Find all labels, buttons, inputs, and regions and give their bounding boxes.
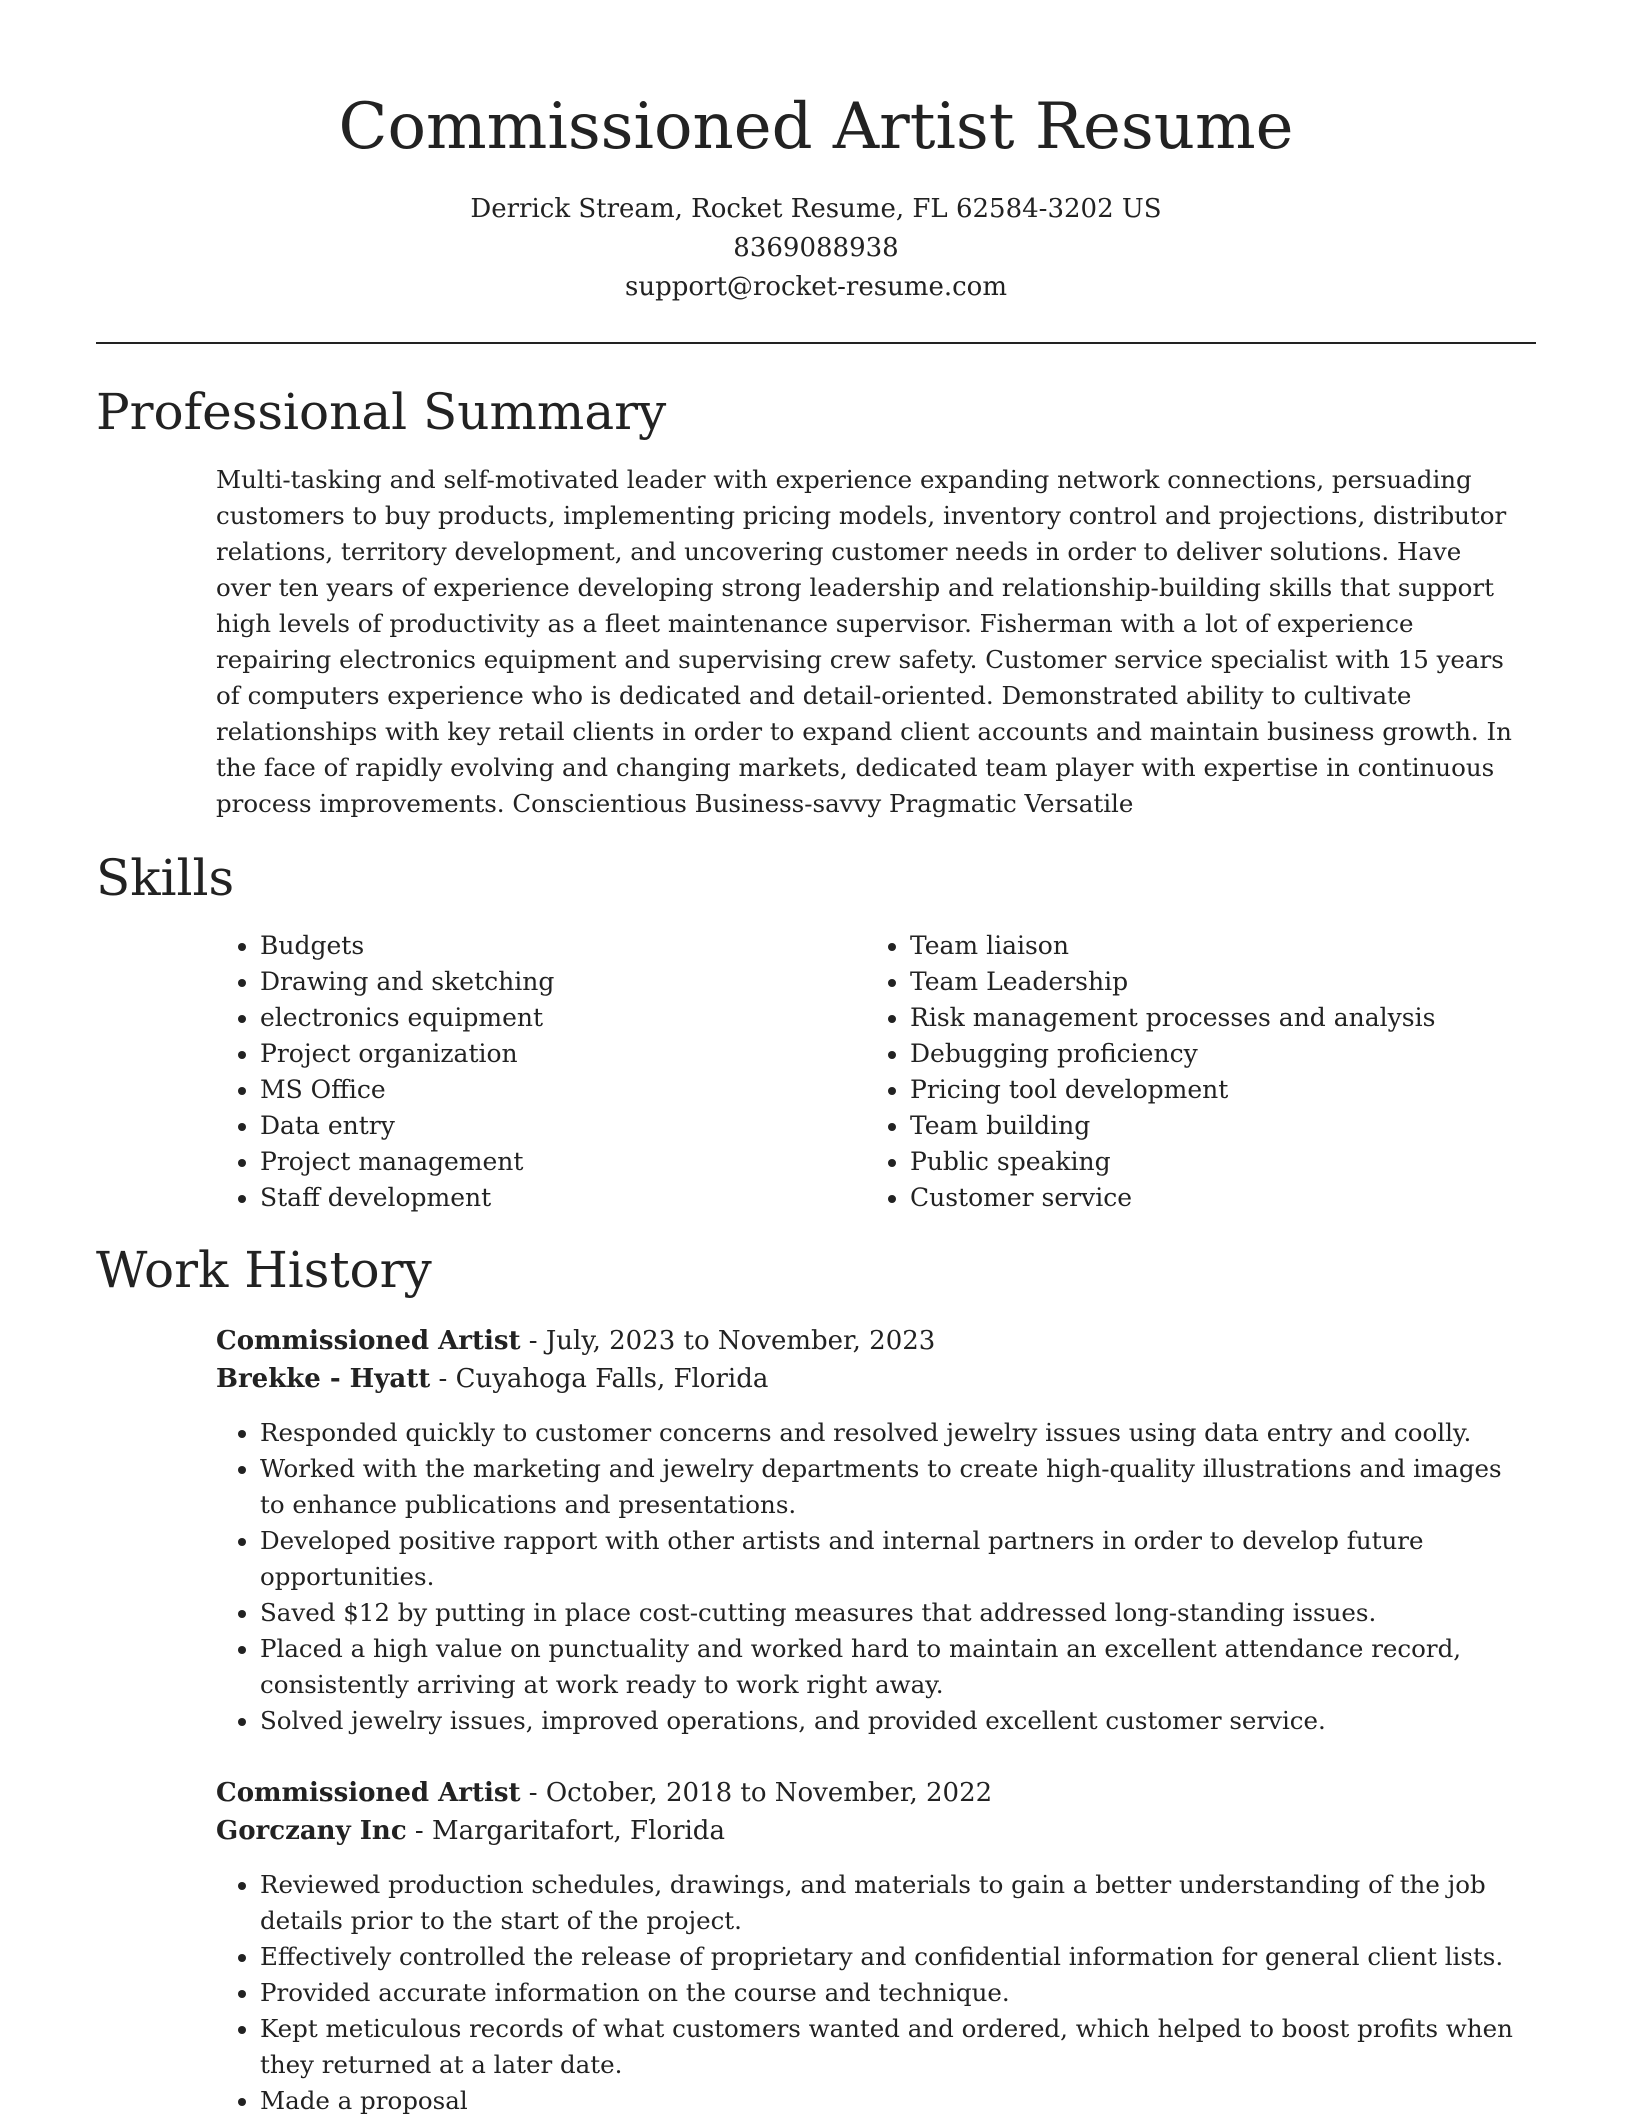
contact-address: Derrick Stream, Rocket Resume, FL 62584-3202 US — [470, 194, 1162, 224]
job-bullet: • Worked with the marketing and jewelry departments to create high-quality illustrations and images to enhance publications and presentations. — [260, 1451, 1516, 1523]
job-bullets — [216, 1415, 1516, 1739]
job-title-line — [216, 1774, 1516, 1812]
skills-column-left — [216, 928, 866, 1216]
job-bullet: • Reviewed production schedules, drawings, and materials to gain a better understanding of the job details prior to the start of the project. — [260, 1867, 1516, 1939]
job-bullet: • Placed a high value on punctuality and worked hard to maintain an excellent attendance record, consistently arriving at work ready to work right away. — [260, 1631, 1516, 1703]
job-company-line — [216, 1360, 1516, 1398]
summary-heading: Professional Summary — [96, 383, 667, 441]
job-location: Margaritafort, Florida — [431, 1816, 725, 1846]
skills-list — [216, 928, 1536, 1216]
job-company: Brekke - Hyatt — [216, 1364, 431, 1394]
work-history-heading: Work History — [96, 1241, 432, 1299]
separator: - — [520, 1778, 546, 1808]
job-bullet: • Provided accurate information on the course and technique. — [260, 1975, 1516, 2011]
contact-block — [0, 190, 1632, 307]
job-company: Gorczany Inc — [216, 1816, 407, 1846]
separator: - — [520, 1326, 546, 1356]
job-title: Commissioned Artist — [216, 1326, 521, 1356]
job-dates: July, 2023 to November, 2023 — [545, 1326, 936, 1356]
skill-item: • Project management — [260, 1144, 866, 1180]
job-title: Commissioned Artist — [216, 1778, 521, 1808]
skill-item: • Drawing and sketching — [260, 964, 866, 1000]
skill-item: • Data entry — [260, 1108, 866, 1144]
skill-item: • Project organization — [260, 1036, 866, 1072]
job-bullet: • Effectively controlled the release of proprietary and confidential information for general client lists. — [260, 1939, 1516, 1975]
skill-item: • Risk management processes and analysis — [910, 1000, 1516, 1036]
job-dates: October, 2018 to November, 2022 — [545, 1778, 993, 1808]
job-entry — [216, 1774, 1516, 2119]
skill-item: • Team Leadership — [910, 964, 1516, 1000]
job-bullets — [216, 1867, 1516, 2119]
separator: - — [430, 1364, 456, 1394]
skill-item: • Team liaison — [910, 928, 1516, 964]
job-bullet: • Made a proposal — [260, 2083, 1516, 2119]
skill-item: • Team building — [910, 1108, 1516, 1144]
skill-item: • Public speaking — [910, 1144, 1516, 1180]
skill-item: • Pricing tool development — [910, 1072, 1516, 1108]
skill-item: • Customer service — [910, 1180, 1516, 1216]
skill-item: • MS Office — [260, 1072, 866, 1108]
separator: - — [406, 1816, 432, 1846]
job-bullet: • Responded quickly to customer concerns and resolved jewelry issues using data entry and coolly. — [260, 1415, 1516, 1451]
header-divider — [96, 342, 1536, 344]
summary-text: Multi-tasking and self-motivated leader with experience expanding network connections, persuading customers to buy products, implementing pricing models, inventory control and projections, distributor relations, territory development, and uncovering customer needs in order to deliver solutions. Have over ten years of experience developing strong leadership and relationship-building skills that support high levels of productivity as a fleet maintenance supervisor. Fisherman with a lot of experience repairing electronics equipment and supervising crew safety. Customer service specialist with 15 years of computers experience who is dedicated and detail-oriented. Demonstrated ability to cultivate relationships with key retail clients in order to expand client accounts and maintain business growth. In the face of rapidly evolving and changing markets, dedicated team player with expertise in continuous process improvements. Conscientious Business-savvy Pragmatic Versatile — [216, 465, 1512, 818]
skills-column-right — [866, 928, 1516, 1216]
skill-item: • Budgets — [260, 928, 866, 964]
resume-title: Commissioned Artist Resume — [338, 90, 1294, 164]
contact-phone: 8369088938 — [733, 233, 899, 263]
job-title-line — [216, 1322, 1516, 1360]
job-bullet: • Solved jewelry issues, improved operations, and provided excellent customer service. — [260, 1703, 1516, 1739]
job-entry — [216, 1322, 1516, 1739]
skill-item: • Staff development — [260, 1180, 866, 1216]
job-bullet: • Saved $12 by putting in place cost-cutting measures that addressed long-standing issues. — [260, 1595, 1516, 1631]
job-company-line — [216, 1812, 1516, 1850]
job-bullet: • Developed positive rapport with other artists and internal partners in order to develop future opportunities. — [260, 1523, 1516, 1595]
skill-item: • Debugging proficiency — [910, 1036, 1516, 1072]
job-location: Cuyahoga Falls, Florida — [455, 1364, 769, 1394]
contact-email: support@rocket-resume.com — [624, 272, 1007, 302]
skill-item: • electronics equipment — [260, 1000, 866, 1036]
job-bullet: • Kept meticulous records of what customers wanted and ordered, which helped to boost profits when they returned at a later date. — [260, 2011, 1516, 2083]
skills-heading: Skills — [96, 849, 235, 907]
